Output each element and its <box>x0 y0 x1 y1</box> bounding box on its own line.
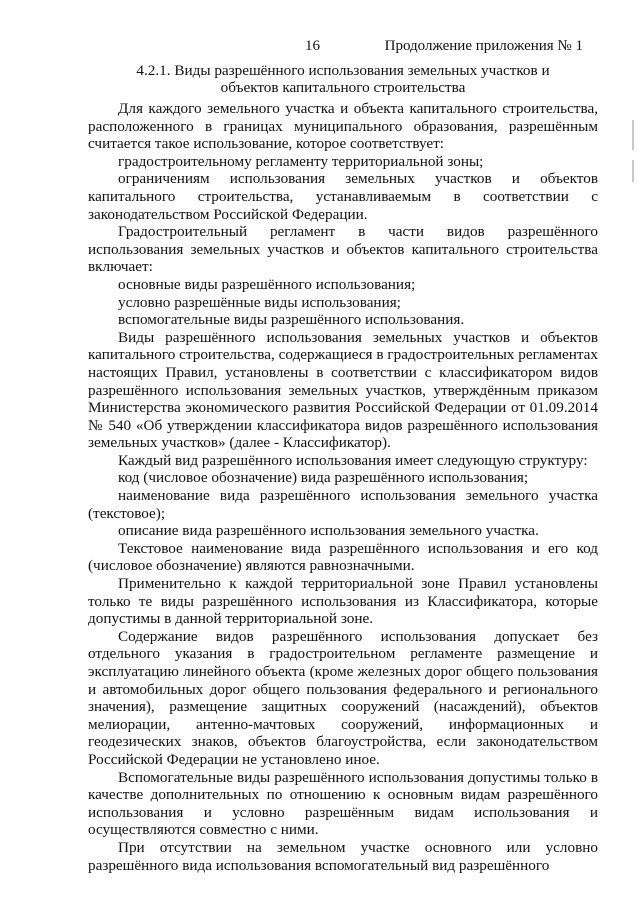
paragraph: Содержание видов разрешённого использования допускает без отдельного указания в градостроительном регламенте размещение и эксплуатацию линейного объекта (кроме железных дорог общего пользования и автомобильных дорог общего пользования федерального и регионального значения), размещение защитных сооружений (насаждений), объектов мелиорации, антенно-мачтовых сооружений, информационных и геодезических знаков, объектов благоустройства, если законодательством Российской Федерации не установлено иное. <box>88 627 598 768</box>
scan-edge-mark <box>632 120 634 150</box>
paragraph: Вспомогательные виды разрешённого использования допустимы только в качестве дополнительных по отношению к основным видам разрешённого использования и условно разрешённым видам использования и осуществляются совместно с ними. <box>88 768 598 839</box>
paragraph: Текстовое наименование вида разрешённого использования и его код (числовое обозначение) являются равнозначными. <box>88 539 598 575</box>
paragraph: градостроительному регламенту территориальной зоны; <box>118 152 484 170</box>
paragraph: условно разрешённые виды использования; <box>118 293 401 311</box>
paragraph: Для каждого земельного участка и объекта капитального строительства, расположенного в границах муниципального образования, разрешённым считается такое использование, которое соответствует: <box>88 100 598 153</box>
page-number: 16 <box>305 38 320 54</box>
paragraph: ограничениям использования земельных участков и объектов капитального строительства, устанавливаемым в соответствии с законодательством Российской Федерации. <box>88 170 598 223</box>
paragraph: код (числовое обозначение) вида разрешённого использования; <box>118 469 529 487</box>
appendix-continuation: Продолжение приложения № 1 <box>384 38 583 54</box>
paragraph: описание вида разрешённого использования земельного участка. <box>118 522 539 540</box>
section-title-line: объектов капитального строительства <box>220 79 466 96</box>
paragraph: Градостроительный регламент в части видов разрешённого использования земельных участков и объектов капитального строительства включает: <box>88 223 598 276</box>
paragraph: Каждый вид разрешённого использования имеет следующую структуру: <box>118 451 588 469</box>
paragraph: основные виды разрешённого использования; <box>118 275 416 293</box>
paragraph: вспомогательные виды разрешённого использования. <box>118 311 465 329</box>
section-title-line: 4.2.1. Виды разрешённого использования земельных участков и <box>136 62 550 79</box>
paragraph: При отсутствии на земельном участке основного или условно разрешённого вида использования вспомогательный вид разрешённого <box>88 838 598 874</box>
paragraph: Виды разрешённого использования земельных участков и объектов капитального строительства, содержащиеся в градостроительных регламентах настоящих Правил, установлены в соответствии с классификатором видов разрешённого использования земельных участков, утверждённым приказом Министерства экономического развития Российской Федерации от 01.09.2014 № 540 «Об утверждении классификатора видов разрешённого использования земельных участков» (далее - Классификатор). <box>88 328 598 452</box>
paragraph: Применительно к каждой территориальной зоне Правил установлены только те виды разрешённого использования из Классификатора, которые допустимы в данной территориальной зоне. <box>88 575 598 628</box>
section-title <box>88 62 598 96</box>
scan-edge-mark <box>632 160 634 182</box>
document-body <box>88 100 598 874</box>
paragraph: наименование вида разрешённого использования земельного участка (текстовое); <box>88 487 598 522</box>
